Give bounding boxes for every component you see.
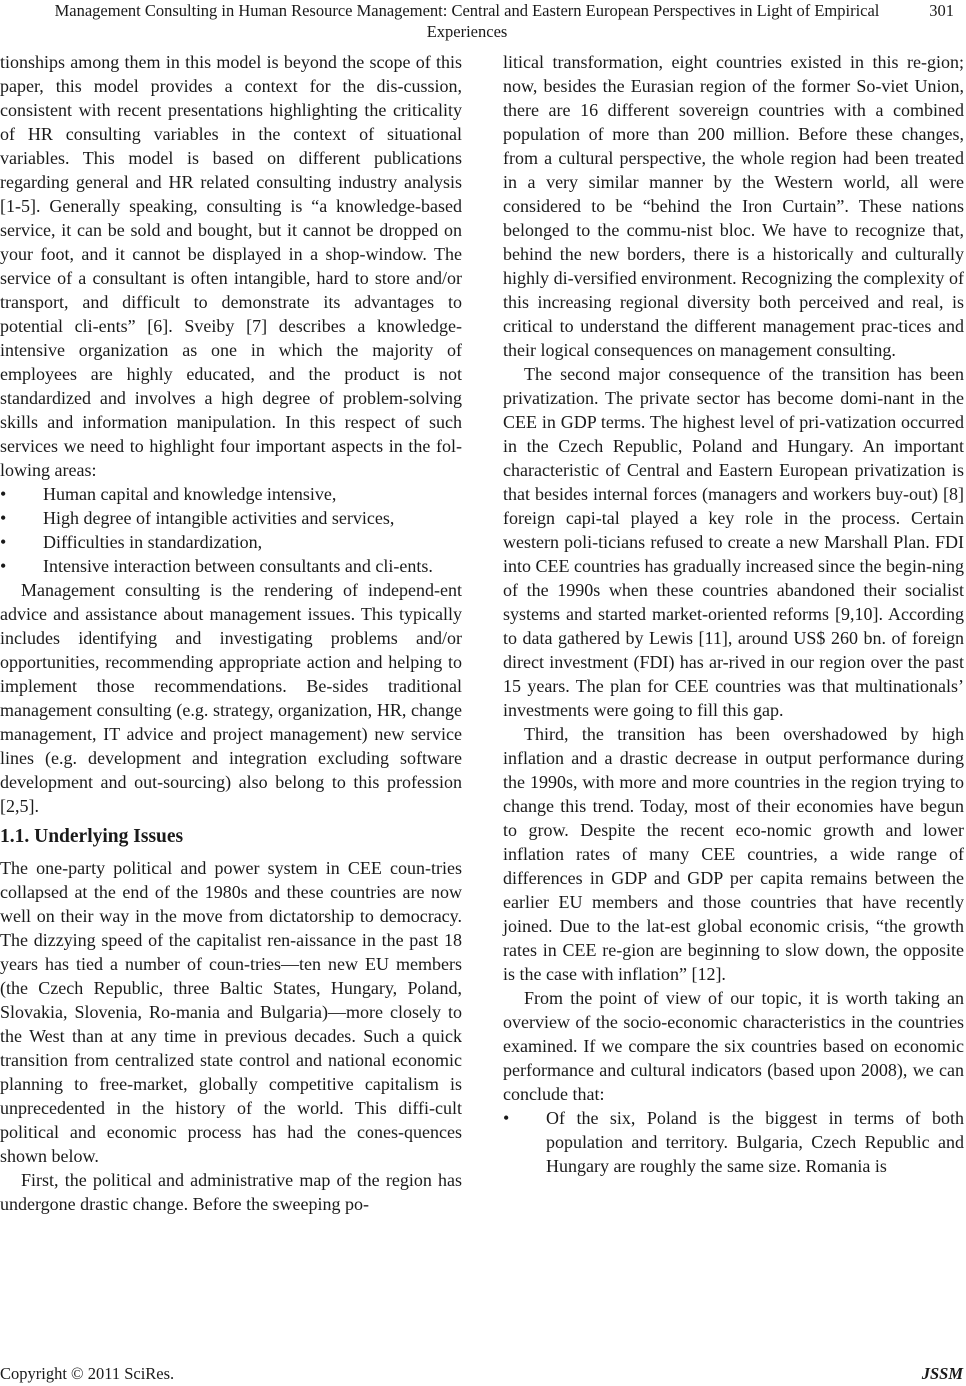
- bullet-item: [503, 1106, 964, 1178]
- bullet-text: Human capital and knowledge intensive,: [43, 484, 337, 504]
- bullet-list: [0, 482, 462, 578]
- page-number: 301: [929, 1, 954, 20]
- bullet-list: [503, 1106, 964, 1178]
- paragraph: Third, the transition has been overshadowed by high inflation and a drastic decrease in output performance during the 1990s, with more and more countries in the region trying to change this trend. Today, most of their economies have begun to grow. Despite the recent eco-nomic growth and lower inflation rates of many CEE countries, a wide range of differences in GDP and GDP per capita remains between the earlier EU members and those countries that have recently joined. Due to the lat-est global economic crisis, “the growth rates in CEE re-gion are beginning to slow down, the opposite is the case with inflation” [12].: [503, 724, 964, 984]
- bullet-item: [0, 506, 462, 530]
- bullet-text: Of the six, Poland is the biggest in terms of both population and territory. Bulgaria, Czech Republic and Hungary are roughly the same size. Romania is: [546, 1108, 964, 1176]
- paragraph: First, the political and administrative map of the region has undergone drastic change. Before the sweeping po-: [0, 1170, 462, 1214]
- page-footer: [0, 1364, 966, 1384]
- copyright-notice: Copyright © 2011 SciRes.: [0, 1364, 175, 1383]
- bullet-item: [0, 554, 462, 578]
- paragraph: From the point of view of our topic, it is worth taking an overview of the socio-economic characteristics in the countries examined. If we compare the six countries based on economic performance and cultural indicators (based upon 2008), we can conclude that:: [503, 988, 964, 1104]
- bullet-text: High degree of intangible activities and services,: [43, 508, 395, 528]
- section-heading: 1.1. Underlying Issues: [0, 826, 184, 847]
- bullet-text: Difficulties in standardization,: [43, 532, 263, 552]
- bullet-item: [0, 530, 462, 554]
- bullet-icon: •: [0, 532, 7, 552]
- bullet-text: Intensive interaction between consultants and cli-ents.: [43, 556, 433, 576]
- paragraph: The one-party political and power system in CEE coun-tries collapsed at the end of the 1980s and these countries are now well on their way in the move from dictatorship to democracy. The dizzying speed of the capitalist ren-aissance in the past 18 years has tied a number of coun-tries—ten new EU members (the Czech Republic, three Baltic States, Hungary, Poland, Slovakia, Slovenia, Ro-mania and Bulgaria)—more closely to the West than at any time in previous decades. Such a quick transition from centralized state control and national economic planning to free-market, globally competitive capitalism is unprecedented in the history of the world. This diffi-cult political and economic process has had the cones-quences shown below.: [0, 858, 462, 1166]
- paragraph: The second major consequence of the transition has been privatization. The private sector has become domi-nant in the CEE in GDP terms. The highest level of pri-vatization occurred in the Czech Republic, Poland and Hungary. An important characteristic of Central and Eastern European privatization is that besides internal forces (managers and workers buy-out) [8] foreign capi-tal played a key role in the process. Certain western poli-ticians refused to create a new Marshall Plan. FDI into CEE countries has gradually increased since the begin-ning of the 1990s when these countries abandoned their socialist systems and started market-oriented reforms [9,10]. According to data gathered by Lewis [11], around US$ 260 bn. of foreign direct investment (FDI) has ar-rived in our region over the past 15 years. The plan for CEE countries was that multinationals’ investments were going to fill this gap.: [503, 364, 964, 720]
- right-column: [503, 50, 964, 1178]
- left-column: [0, 50, 462, 1216]
- paragraph: Management consulting is the rendering of independ-ent advice and assistance about management issues. This typically includes identifying and investigating problems and/or opportunities, recommending appropriate action and helping to implement those recommendations. Be-sides traditional management consulting (e.g. strategy, organization, HR, change management, IT advice and project management) new service lines (e.g. development and integration excluding software development and out-sourcing) also belong to this profession [2,5].: [0, 580, 462, 816]
- bullet-icon: •: [0, 484, 7, 504]
- bullet-icon: •: [0, 556, 7, 576]
- bullet-icon: •: [0, 508, 7, 528]
- bullet-item: [0, 482, 462, 506]
- running-title: Management Consulting in Human Resource Management: Central and Eastern European Perspectives in Light of Empirical Experiences: [54, 1, 880, 41]
- bullet-icon: •: [503, 1108, 510, 1128]
- paragraph: litical transformation, eight countries existed in this re-gion; now, besides the Eurasian region of the former So-viet Union, there are 16 different sovereign countries with a combined population of more than 200 million. Before these changes, from a cultural perspective, the whole region had been treated in a very similar manner by the Western world, all were considered to be “behind the Iron Curtain”. These nations belonged to the commu-nist bloc. We have to recognize that, behind the new borders, there is a historically and culturally highly di-versified environment. Recognizing the complexity of this increasing regional diversity both perceived and real, is critical to understand the different management prac-tices and their logical consequences on management consulting.: [503, 52, 964, 360]
- journal-name: JSSM: [921, 1364, 963, 1383]
- running-header: [0, 0, 966, 44]
- paragraph: tionships among them in this model is beyond the scope of this paper, this model provides a context for the dis-cussion, consistent with recent presentations highlighting the criticality of HR consulting variables in the context of situational variables. This model is based on different publications regarding general and HR related consulting industry analysis [1-5]. Generally speaking, consulting is “a knowledge-based service, it can be sold and bought, but it cannot be dropped on your foot, and it cannot be displayed in a shop-window. The service of a consultant is often intangible, hard to store and/or transport, and difficult to demonstrate its advantages to potential cli-ents” [6]. Sveiby [7] describes a knowledge-intensive organization as one in which the majority of employees are highly educated, and the product is not standardized and involves a high degree of problem-solving skills and information manipulation. In this respect of such services we need to highlight four important aspects in the fol-lowing areas:: [0, 52, 462, 480]
